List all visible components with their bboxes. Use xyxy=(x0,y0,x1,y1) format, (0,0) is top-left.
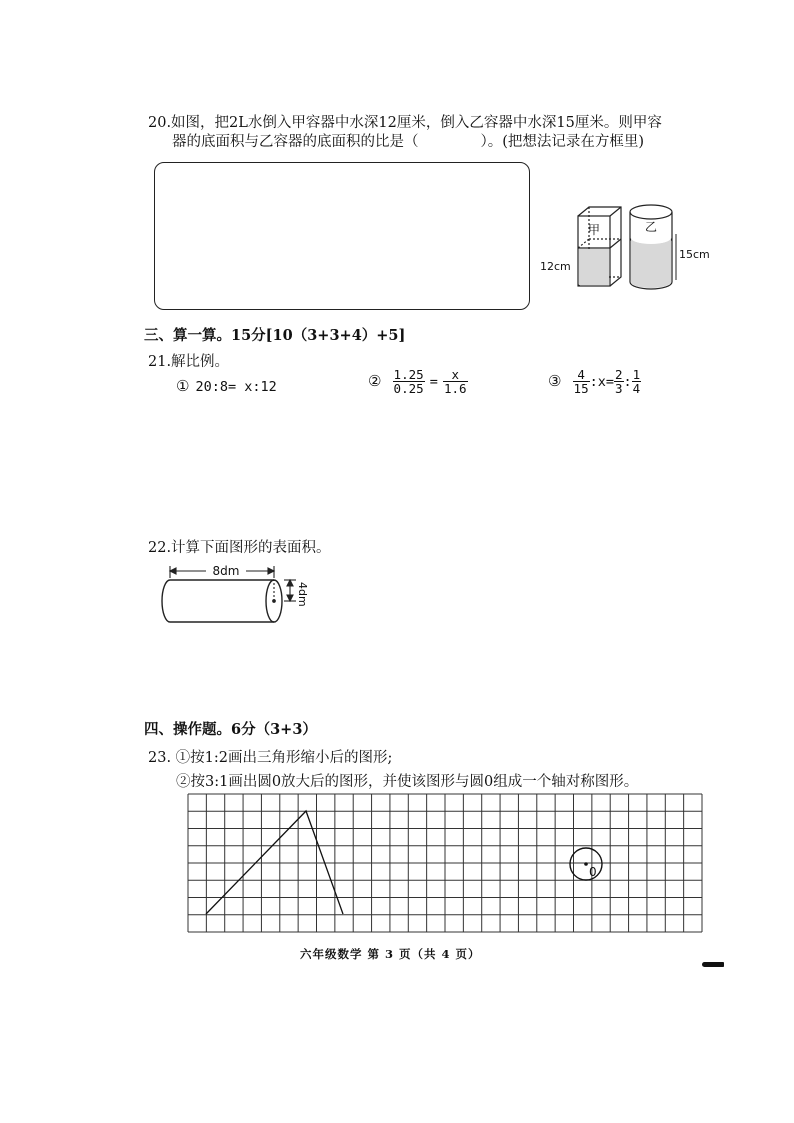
q23-line1: 23. ①按1:2画出三角形缩小后的图形; xyxy=(148,750,393,766)
page-footer: 六年级数学 第 3 页（共 4 页） xyxy=(300,947,481,961)
p2-eq: = xyxy=(429,374,438,390)
p2-den1: 0.25 xyxy=(393,381,424,396)
cylinder-shape xyxy=(162,580,282,622)
scan-mark xyxy=(702,962,724,967)
circle-center xyxy=(584,862,588,866)
q22-cylinder-figure xyxy=(156,560,326,630)
height-yi: 15cm xyxy=(679,248,710,261)
water-yi xyxy=(631,238,671,288)
p3-num1: 4 xyxy=(573,368,590,382)
q23-grid-figure[interactable] xyxy=(184,792,704,936)
marker-3: ③ xyxy=(548,372,562,390)
p2-frac-1 xyxy=(393,368,425,395)
p2-den2: 1.6 xyxy=(443,381,467,396)
q21-problem-3 xyxy=(548,368,641,395)
q20-line2-a: 器的底面积与乙容器的底面积的比是（ xyxy=(172,134,419,150)
p3-frac-2 xyxy=(614,368,624,395)
q20-line2-b: ）。(把想法记录在方框里) xyxy=(480,134,645,150)
label-jia: 甲 xyxy=(587,223,601,237)
p3-den2: 3 xyxy=(615,381,623,396)
p3-num2: 2 xyxy=(615,367,623,382)
section3-title: 三、算一算。15分[10（3+3+4）+5] xyxy=(144,327,406,344)
marker-2: ② xyxy=(368,372,382,390)
p3-colon: : xyxy=(623,374,632,390)
q20-containers-figure xyxy=(536,196,736,296)
length-label: 8dm xyxy=(212,564,240,578)
q20-line2 xyxy=(172,132,644,152)
q20-answer-box[interactable] xyxy=(154,162,530,310)
square-grid[interactable] xyxy=(188,794,702,932)
q21-problem-2 xyxy=(368,368,468,395)
p3-num3: 1 xyxy=(632,367,641,382)
marker-1: ① xyxy=(176,377,190,395)
p3-mid: :x= xyxy=(589,374,614,390)
p2-num1: 1.25 xyxy=(393,367,424,382)
p3-frac-3 xyxy=(632,368,642,395)
p2-frac-2 xyxy=(443,368,468,395)
p1-expr: 20:8= x:12 xyxy=(195,379,277,395)
p2-num2: x xyxy=(443,368,468,382)
p3-den1: 15 xyxy=(573,381,589,396)
radius-label: 4dm xyxy=(296,582,309,607)
p3-den3: 4 xyxy=(632,381,641,396)
p3-frac-1 xyxy=(573,368,590,395)
section4-title: 四、操作题。6分（3+3） xyxy=(144,721,317,738)
water-jia xyxy=(579,249,609,285)
label-yi: 乙 xyxy=(644,220,658,234)
q20-line1: 20.如图，把2L水倒入甲容器中水深12厘米，倒入乙容器中水深15厘米。则甲容 xyxy=(148,115,662,131)
q21-problem-1 xyxy=(176,376,277,395)
q22-title: 22.计算下面图形的表面积。 xyxy=(148,540,331,556)
radius-dimension xyxy=(273,580,296,602)
q23-line2: ②按3:1画出圆0放大后的图形，并使该图形与圆0组成一个轴对称图形。 xyxy=(176,774,639,790)
circle-o-label: 0 xyxy=(589,865,597,879)
height-jia: 12cm xyxy=(540,260,571,273)
q21-title: 21.解比例。 xyxy=(148,354,230,370)
